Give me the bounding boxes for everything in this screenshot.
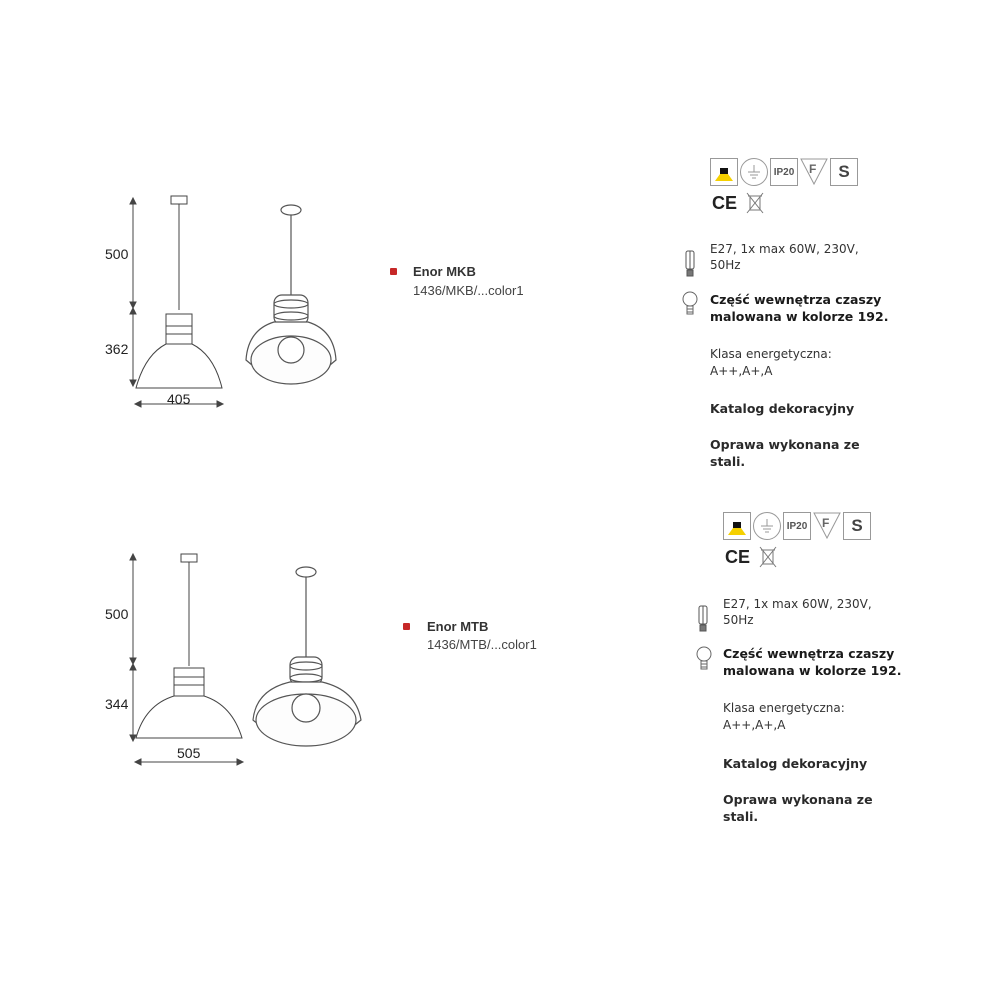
bulb-tube-icon (697, 605, 709, 633)
mtb-icon-row (723, 512, 871, 540)
mkb-catalog: Katalog dekoracyjny (710, 401, 855, 416)
ground-icon (753, 512, 781, 540)
mtb-height-cable: 500 (105, 606, 129, 622)
mkb-material: Oprawa wykonana ze stali. (710, 437, 860, 469)
mtb-icon-row-2 (725, 545, 778, 569)
weee-icon (745, 191, 765, 215)
ce-icon: CE (712, 192, 738, 213)
bulb-icon (682, 290, 698, 320)
mtb-code: 1436/MTB/...color1 (427, 637, 537, 652)
mtb-name: Enor MTB (427, 619, 489, 634)
mtb-socket: E27, 1x max 60W, 230V, 50Hz (723, 597, 872, 627)
mkb-inner-note: Część wewnętrza czaszy malowana w kolorze 192. (710, 292, 889, 324)
ground-icon (740, 158, 768, 186)
f-mark-label: F (822, 516, 830, 530)
ce-icon: CE (725, 546, 751, 567)
mkb-energy-values: A++,A+,A (710, 364, 773, 378)
bulb-tube-icon (684, 250, 696, 278)
mtb-energy-label: Klasa energetyczna: (723, 701, 845, 715)
mkb-height-cable: 500 (105, 246, 129, 262)
light-direction-icon (723, 512, 751, 540)
mtb-height-shade: 344 (105, 696, 129, 712)
mkb-name: Enor MKB (413, 264, 476, 279)
mkb-lamp-illustration (240, 200, 350, 395)
weee-icon (758, 545, 778, 569)
mkb-code: 1436/MKB/...color1 (413, 283, 524, 298)
light-direction-icon (710, 158, 738, 186)
mtb-energy-values: A++,A+,A (723, 718, 786, 732)
f-mark-icon (800, 158, 828, 186)
mkb-bullet (390, 268, 397, 275)
s-mark-icon: S (830, 158, 858, 186)
mkb-width: 405 (167, 391, 191, 407)
bulb-icon (696, 645, 712, 675)
mtb-material: Oprawa wykonana ze stali. (723, 792, 873, 824)
mtb-lamp-illustration (250, 562, 370, 762)
mkb-socket: E27, 1x max 60W, 230V, 50Hz (710, 242, 859, 272)
mkb-height-shade: 362 (105, 341, 129, 357)
mkb-icon-row (710, 158, 858, 186)
s-mark-icon: S (843, 512, 871, 540)
mtb-catalog: Katalog dekoracyjny (723, 756, 868, 771)
ip20-icon: IP20 (783, 512, 811, 540)
ip20-icon: IP20 (770, 158, 798, 186)
mtb-width: 505 (177, 745, 201, 761)
mtb-inner-note: Część wewnętrza czaszy malowana w kolorze 192. (723, 646, 902, 678)
mkb-energy-label: Klasa energetyczna: (710, 347, 832, 361)
mkb-icon-row-2 (712, 191, 765, 215)
f-mark-icon (813, 512, 841, 540)
mkb-dimension-drawing (100, 190, 240, 420)
f-mark-label: F (809, 162, 817, 176)
mtb-bullet (403, 623, 410, 630)
